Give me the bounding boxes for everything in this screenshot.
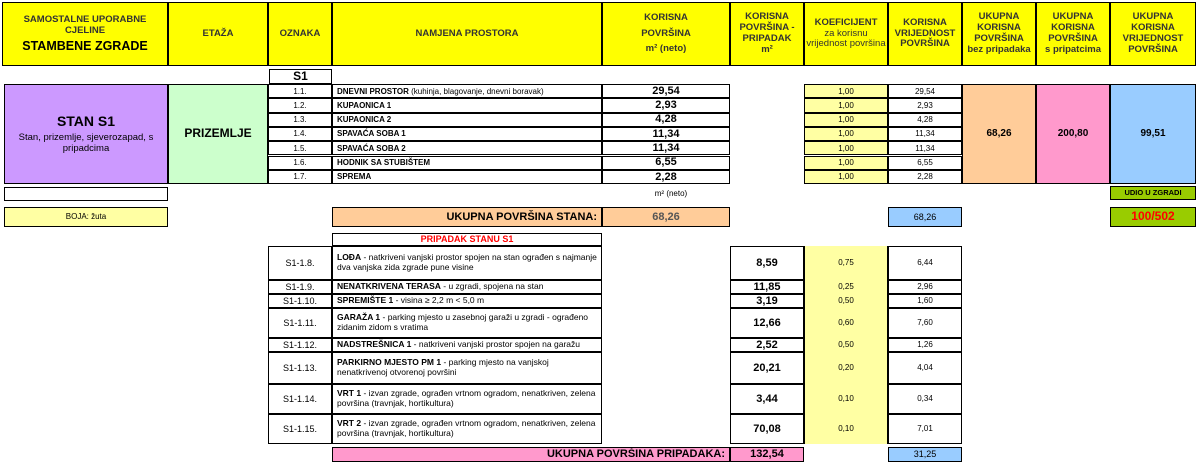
appurtenance-code: S1-1.10. (268, 294, 332, 308)
unit-note: m² (neto) (654, 188, 688, 198)
room-area: 2,93 (602, 98, 730, 112)
room-value: 4,28 (888, 113, 962, 127)
room-value: 29,54 (888, 84, 962, 98)
appurtenance-coefficient: 0,50 (804, 294, 888, 308)
room-name-text (337, 129, 406, 138)
appurtenance-coefficient: 0,10 (804, 384, 888, 414)
room-coefficient: 1,00 (804, 113, 888, 127)
color-label: BOJA: žuta (4, 207, 168, 227)
appurtenance-area: 8,59 (730, 246, 804, 280)
room-coefficient: 1,00 (804, 170, 888, 184)
appurtenance-title: PRIPADAK STANU S1 (332, 233, 602, 246)
header-total-with (1036, 2, 1110, 66)
appurtenance-area: 20,21 (730, 352, 804, 384)
appurtenance-text (337, 358, 598, 378)
appurtenance-code: S1-1.15. (268, 414, 332, 444)
appurtenance-description (332, 294, 602, 308)
room-name (332, 127, 602, 141)
unit-description: Stan, prizemlje, sjeverozapad, s pripadcima (18, 132, 154, 155)
appurtenance-coefficient: 0,50 (804, 338, 888, 352)
room-coefficient: 1,00 (804, 127, 888, 141)
header-total-without-line2: bez pripadaka (967, 43, 1031, 55)
appurtenance-name: VRT 2 (337, 418, 362, 429)
header-total-with-line1: UKUPNA KORISNA POVRŠINA (1048, 11, 1098, 44)
unit-area-total: 68,26 (602, 207, 730, 227)
room-name-text (337, 101, 391, 110)
room-name-main: SPREMA (337, 172, 372, 182)
header-unit-line1: SAMOSTALNE UPORABNE CJELINE (23, 13, 147, 36)
appurtenance-name: VRT 1 (337, 388, 362, 399)
appurtenance-value: 7,60 (888, 308, 962, 338)
room-area: 6,55 (602, 156, 730, 170)
appurtenance-area: 3,44 (730, 384, 804, 414)
room-name-main: SPAVAĆA SOBA 2 (337, 143, 406, 153)
header-coefficient-line2: za korisnu vrijednost površina (806, 27, 886, 50)
appurtenance-name: PARKIRNO MJESTO PM 1 (337, 357, 442, 368)
appurtenance-area: 2,52 (730, 338, 804, 352)
header-appurtenance-area (730, 2, 804, 66)
appurtenance-area: 70,08 (730, 414, 804, 444)
appurtenance-code: S1-1.8. (268, 246, 332, 280)
header-total-value: UKUPNA KORISNA VRIJEDNOST POVRŠINA (1110, 2, 1196, 66)
appurtenance-name: LOĐA (337, 252, 362, 263)
appurtenance-name: SPREMIŠTE 1 (337, 295, 394, 306)
header-coefficient-line1: KOEFICIJENT (814, 16, 878, 28)
room-name (332, 170, 602, 184)
room-code: 1.6. (268, 156, 332, 170)
appurtenance-area: 12,66 (730, 308, 804, 338)
room-name-main: KUPAONICA 1 (337, 100, 392, 110)
appurtenance-text (337, 389, 598, 409)
unit-total-without: 68,26 (962, 84, 1036, 184)
appurtenance-value: 1,26 (888, 338, 962, 352)
unit-value-total: 68,26 (888, 207, 962, 227)
blank-box (4, 187, 168, 201)
appurtenance-desc: - u zgradi, spojena na stan (440, 281, 544, 292)
room-name-text (337, 172, 371, 181)
appurtenance-area: 3,19 (730, 294, 804, 308)
appurtenance-coefficient: 0,10 (804, 414, 888, 444)
appurtenance-value: 4,04 (888, 352, 962, 384)
unit-name-cell (4, 84, 168, 184)
unit-name: STAN S1 (56, 113, 116, 130)
room-coefficient: 1,00 (804, 141, 888, 155)
appurtenance-description (332, 246, 602, 280)
room-name-main: HODNIK SA STUBIŠTEM (337, 158, 431, 168)
room-name-text (337, 115, 391, 124)
room-name (332, 156, 602, 170)
room-code: 1.3. (268, 113, 332, 127)
appurtenance-name: NENATKRIVENA TERASA (337, 281, 441, 292)
appurtenance-desc: - parking mjesto na vanjskoj nenatkrivenoj otvorenoj površini (337, 357, 549, 377)
room-code: 1.2. (268, 98, 332, 112)
appurtenance-text (337, 340, 580, 350)
appurtenance-text (337, 282, 543, 292)
unit-total-with: 200,80 (1036, 84, 1110, 184)
room-name-note: (kuhinja, blagovanje, dnevni boravak) (408, 86, 544, 96)
appurtenance-code: S1-1.11. (268, 308, 332, 338)
header-appurtenance-line2: m² (761, 43, 773, 55)
room-name-text (337, 144, 406, 153)
room-area: 29,54 (602, 84, 730, 98)
room-name-text (337, 87, 544, 96)
room-value: 11,34 (888, 127, 962, 141)
room-coefficient: 1,00 (804, 98, 888, 112)
appurtenance-name: GARAŽA 1 (337, 312, 381, 323)
appurtenance-description (332, 338, 602, 352)
appurtenance-desc: - izvan zgrade, ograđen vrtnom ogradom, nenatkriven, zelena površina (travnjak, hortikultura) (337, 418, 596, 438)
room-code: 1.1. (268, 84, 332, 98)
room-value: 2,93 (888, 98, 962, 112)
room-code: 1.7. (268, 170, 332, 184)
header-area-line2: POVRŠINA (641, 28, 691, 40)
unit-floor-cell: PRIZEMLJE (168, 84, 268, 184)
appurtenance-description (332, 414, 602, 444)
appurtenance-area: 11,85 (730, 280, 804, 294)
appurtenance-total-label: UKUPNA POVRŠINA PRIPADAKA: (332, 447, 730, 462)
appurtenance-coefficient: 0,25 (804, 280, 888, 294)
appurtenance-text (337, 296, 484, 306)
appurtenance-total-area: 132,54 (730, 447, 804, 462)
appurtenance-description (332, 308, 602, 338)
unit-area-total-label: UKUPNA POVRŠINA STANA: (332, 207, 602, 227)
header-floor: ETAŽA (168, 2, 268, 66)
header-coefficient (804, 2, 888, 66)
appurtenance-text (337, 253, 598, 273)
appurtenance-total-value: 31,25 (888, 447, 962, 462)
room-area: 4,28 (602, 113, 730, 127)
appurtenance-desc: - izvan zgrade, ograđen vrtnom ogradom, nenatkriven, zelena površina (travnjak, hortikultura) (337, 388, 596, 408)
header-appurtenance-line1: KORISNA POVRŠINA - PRIPADAK (739, 11, 795, 44)
header-unit-line2: STAMBENE ZGRADE (22, 38, 148, 53)
room-name-main: DNEVNI PROSTOR (337, 86, 409, 96)
room-coefficient: 1,00 (804, 84, 888, 98)
header-code: OZNAKA (268, 2, 332, 66)
appurtenance-text (337, 419, 598, 439)
header-purpose: NAMJENA PROSTORA (332, 2, 602, 66)
appurtenance-text (337, 313, 598, 333)
appurtenance-coefficient: 0,20 (804, 352, 888, 384)
appurtenance-desc: - parking mjesto u zasebnoj garaži u zgradi - ograđeno zidanim zidom s vratima (337, 312, 589, 332)
header-total-with-line2: s pripatcima (1045, 43, 1101, 55)
appurtenance-desc: - natkriveni vanjski prostor spojen na garažu (411, 339, 580, 350)
appurtenance-coefficient: 0,60 (804, 308, 888, 338)
share-label: UDIO U ZGRADI (1110, 186, 1196, 200)
room-value: 6,55 (888, 156, 962, 170)
header-area-line1: KORISNA (644, 12, 688, 24)
header-area-line3: m² (neto) (645, 42, 687, 54)
appurtenance-value: 1,60 (888, 294, 962, 308)
room-name-text (337, 158, 430, 167)
appurtenance-code: S1-1.13. (268, 352, 332, 384)
header-area (602, 2, 730, 66)
room-name (332, 141, 602, 155)
room-name (332, 98, 602, 112)
appurtenance-value: 0,34 (888, 384, 962, 414)
unit-total-value: 99,51 (1110, 84, 1196, 184)
appurtenance-description (332, 352, 602, 384)
unit-code-box: S1 (269, 69, 332, 84)
room-value: 2,28 (888, 170, 962, 184)
appurtenance-value: 7,01 (888, 414, 962, 444)
room-code: 1.4. (268, 127, 332, 141)
unit-share: 100/502 (1110, 207, 1196, 227)
appurtenance-code: S1-1.9. (268, 280, 332, 294)
room-area: 2,28 (602, 170, 730, 184)
room-area: 11,34 (602, 141, 730, 155)
appurtenance-name: NADSTREŠNICA 1 (337, 339, 412, 350)
header-unit (2, 2, 168, 66)
header-total-without-line1: UKUPNA KORISNA POVRŠINA (974, 11, 1024, 44)
room-area: 11,34 (602, 127, 730, 141)
appurtenance-code: S1-1.14. (268, 384, 332, 414)
appurtenance-coefficient: 0,75 (804, 246, 888, 280)
room-name (332, 113, 602, 127)
room-code: 1.5. (268, 141, 332, 155)
appurtenance-description (332, 384, 602, 414)
room-value: 11,34 (888, 141, 962, 155)
appurtenance-desc: - natkriveni vanjski prostor spojen na stan ograđen s najmanje dva vanjska zida zgrade pune visine (337, 252, 597, 272)
room-name (332, 84, 602, 98)
room-name-main: SPAVAĆA SOBA 1 (337, 129, 406, 139)
appurtenance-value: 2,96 (888, 280, 962, 294)
appurtenance-code: S1-1.12. (268, 338, 332, 352)
room-coefficient: 1,00 (804, 156, 888, 170)
header-useful-value: KORISNA VRIJEDNOST POVRŠINA (888, 2, 962, 66)
appurtenance-desc: - visina ≥ 2,2 m < 5,0 m (393, 295, 485, 306)
appurtenance-value: 6,44 (888, 246, 962, 280)
appurtenance-description (332, 280, 602, 294)
room-name-main: KUPAONICA 2 (337, 115, 392, 125)
header-total-without (962, 2, 1036, 66)
